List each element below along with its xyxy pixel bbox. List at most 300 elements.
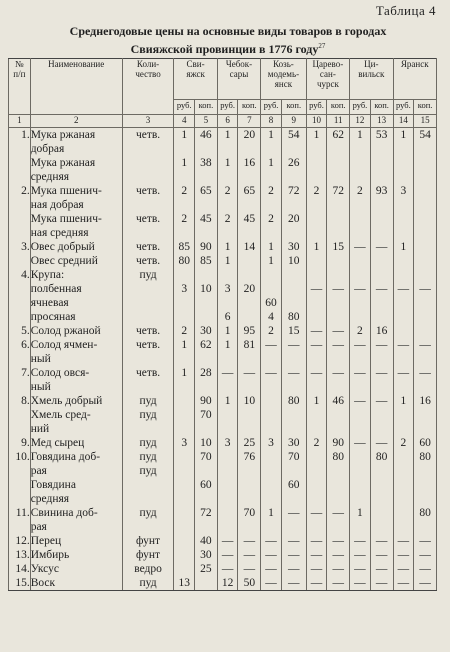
price-value: 70: [243, 507, 256, 519]
price-value: [414, 212, 436, 226]
price-value: 12: [221, 577, 234, 589]
price-value: 1: [400, 395, 407, 407]
price-value: 15: [288, 325, 300, 337]
price-value: —: [375, 535, 388, 547]
price-cell: [217, 366, 238, 394]
row-name-line: рая: [30, 465, 47, 477]
price-value: 1: [268, 241, 274, 253]
column-number: 3: [122, 115, 174, 128]
price-cell: [217, 562, 238, 576]
price-cell: [306, 128, 327, 157]
price-value: 2: [181, 325, 188, 337]
price-value: 2: [268, 213, 274, 225]
price-cell: [327, 506, 350, 534]
price-cell: [393, 156, 414, 184]
price-value: —: [397, 577, 410, 589]
row-name-line: Уксус: [30, 563, 59, 575]
price-value: [195, 296, 217, 310]
header-kop: коп.: [195, 100, 218, 115]
column-number: 12: [350, 115, 371, 128]
row-unit: [122, 548, 174, 562]
price-value: 1: [224, 325, 231, 337]
price-cell: [195, 324, 218, 338]
price-value: [414, 492, 436, 506]
row-unit-line: четв.: [135, 129, 161, 141]
price-cell: [370, 534, 393, 548]
row-name-line: Говядина: [30, 479, 76, 491]
row-unit: [122, 534, 174, 548]
price-cell: [195, 212, 218, 240]
price-value: 13: [178, 577, 190, 589]
price-value: [414, 478, 436, 492]
price-value: [371, 478, 393, 492]
price-cell: [306, 324, 327, 338]
price-value: 1: [268, 255, 274, 267]
price-value: —: [397, 563, 410, 575]
price-value: 10: [243, 395, 256, 407]
row-number: 2.: [9, 184, 31, 212]
price-value: —: [419, 549, 431, 561]
price-value: —: [221, 549, 234, 561]
price-value: 54: [288, 129, 300, 141]
price-value: [238, 296, 260, 310]
price-cell: [327, 156, 350, 184]
price-value: [350, 408, 370, 422]
price-value: 20: [243, 283, 256, 295]
row-name: [30, 394, 122, 436]
price-value: [261, 394, 281, 408]
price-value: 90: [332, 437, 344, 449]
price-cell: [306, 156, 327, 184]
header-kop: коп.: [238, 100, 261, 115]
price-cell: [393, 366, 414, 394]
price-value: [307, 268, 327, 282]
price-value: 80: [178, 255, 190, 267]
table-row: [9, 576, 437, 591]
price-value: [414, 464, 436, 478]
row-unit: [122, 268, 174, 324]
price-value: 16: [243, 157, 256, 169]
price-cell: [281, 548, 306, 562]
price-value: 90: [200, 395, 212, 407]
price-cell: [350, 450, 371, 506]
price-cell: [350, 212, 371, 240]
row-name-line: Имбирь: [30, 549, 70, 561]
price-value: —: [397, 339, 410, 351]
price-cell: [261, 576, 282, 591]
header-rub: руб.: [217, 100, 238, 115]
price-cell: [281, 366, 306, 394]
price-value: —: [310, 367, 323, 379]
row-name-line: Говядина доб-: [30, 451, 101, 463]
row-name-line: добрая: [30, 143, 65, 155]
price-value: —: [288, 577, 300, 589]
price-value: 80: [332, 451, 344, 463]
price-value: [195, 492, 217, 506]
price-value: [327, 408, 349, 422]
price-cell: [306, 576, 327, 591]
price-value: 15: [332, 241, 344, 253]
price-value: 2: [181, 185, 188, 197]
header-quantity-line: Коли-: [136, 59, 160, 69]
price-cell: [261, 184, 282, 212]
header-rub: руб.: [174, 100, 195, 115]
header-quantity-line: чество: [135, 69, 161, 79]
header-city-line: Чебок-: [225, 59, 253, 69]
price-value: —: [310, 535, 323, 547]
price-cell: [370, 450, 393, 506]
row-name-line: Хмель добрый: [30, 395, 103, 407]
price-value: 70: [200, 409, 212, 421]
price-value: —: [397, 283, 410, 295]
price-value: —: [332, 339, 344, 351]
price-cell: [217, 156, 238, 184]
price-value: —: [375, 241, 388, 253]
price-cell: [414, 548, 437, 562]
price-cell: [281, 184, 306, 212]
price-value: [195, 576, 217, 590]
row-name-line: Мука пшенич-: [30, 213, 102, 225]
price-value: [414, 184, 436, 198]
row-number: 4.: [9, 268, 31, 324]
column-number: 5: [195, 115, 218, 128]
row-name-line: ная добрая: [30, 199, 84, 211]
price-value: —: [221, 535, 234, 547]
table-label: Таблица 4: [375, 3, 436, 18]
table-row: [9, 534, 437, 548]
price-value: [174, 408, 194, 422]
price-cell: [393, 394, 414, 436]
price-cell: [350, 324, 371, 338]
price-value: [394, 478, 414, 492]
price-cell: [306, 534, 327, 548]
row-unit: [122, 240, 174, 268]
price-cell: [281, 436, 306, 450]
price-value: [371, 310, 393, 324]
price-cell: [281, 576, 306, 591]
price-cell: [195, 184, 218, 212]
price-value: —: [288, 339, 300, 351]
price-cell: [370, 436, 393, 450]
column-numbers-row: [9, 115, 437, 128]
price-value: [394, 408, 414, 422]
price-cell: [350, 534, 371, 548]
price-cell: [370, 394, 393, 436]
header-city: [306, 59, 349, 100]
price-cell: [370, 506, 393, 534]
price-value: [218, 408, 238, 422]
price-cell: [217, 324, 238, 338]
price-value: [218, 478, 238, 492]
price-cell: [174, 548, 195, 562]
price-cell: [414, 450, 437, 506]
table-row: [9, 324, 437, 338]
price-value: [327, 464, 349, 478]
price-value: —: [397, 549, 410, 561]
price-cell: [370, 324, 393, 338]
row-unit: [122, 450, 174, 506]
price-cell: [327, 366, 350, 394]
price-value: [350, 310, 370, 324]
price-cell: [217, 548, 238, 562]
row-name: [30, 534, 122, 548]
header-kop: коп.: [414, 100, 437, 115]
price-value: [261, 464, 281, 478]
price-value: [350, 492, 370, 506]
price-value: —: [310, 283, 323, 295]
price-cell: [174, 506, 195, 534]
price-cell: [350, 240, 371, 268]
row-unit: [122, 506, 174, 534]
price-value: —: [375, 283, 388, 295]
price-cell: [393, 184, 414, 212]
price-value: 76: [243, 451, 256, 463]
price-value: 2: [357, 325, 363, 337]
price-cell: [261, 436, 282, 450]
price-value: 1: [313, 241, 320, 253]
price-cell: [238, 338, 261, 366]
price-cell: [393, 338, 414, 366]
price-value: 1: [268, 129, 274, 141]
price-cell: [414, 366, 437, 394]
price-cell: [195, 156, 218, 184]
price-value: 3: [400, 185, 407, 197]
price-cell: [174, 450, 195, 506]
price-cell: [327, 534, 350, 548]
row-name: [30, 212, 122, 240]
price-cell: [281, 534, 306, 548]
price-value: [371, 296, 393, 310]
row-unit: [122, 156, 174, 184]
price-cell: [217, 338, 238, 366]
price-value: 80: [419, 507, 431, 519]
row-unit-line: пуд: [139, 395, 157, 407]
price-value: [307, 156, 327, 170]
price-value: [174, 562, 194, 576]
header-number: [9, 59, 31, 115]
price-value: 3: [268, 437, 274, 449]
price-value: —: [288, 549, 300, 561]
price-value: 1: [268, 157, 274, 169]
header-city: [261, 59, 306, 100]
row-name: [30, 324, 122, 338]
row-number: 12.: [9, 534, 31, 548]
price-cell: [306, 240, 327, 268]
price-cell: [370, 548, 393, 562]
price-value: —: [265, 577, 277, 589]
price-cell: [174, 156, 195, 184]
price-value: 1: [357, 507, 363, 519]
price-cell: [306, 366, 327, 394]
price-value: 54: [419, 129, 431, 141]
price-value: 2: [224, 213, 231, 225]
header-city-line: янск: [274, 79, 293, 89]
row-name: [30, 156, 122, 184]
price-cell: [393, 212, 414, 240]
price-cell: [414, 436, 437, 450]
price-value: [350, 156, 370, 170]
price-value: —: [288, 535, 300, 547]
price-value: 30: [288, 437, 300, 449]
row-name-line: Мед сырец: [30, 437, 85, 449]
price-value: [238, 408, 260, 422]
price-cell: [350, 548, 371, 562]
price-value: —: [265, 549, 277, 561]
price-cell: [350, 128, 371, 157]
price-cell: [393, 506, 414, 534]
price-cell: [195, 436, 218, 450]
column-number: 14: [393, 115, 414, 128]
price-value: 30: [200, 325, 212, 337]
price-value: —: [354, 549, 366, 561]
row-number: 11.: [9, 506, 31, 534]
price-cell: [370, 338, 393, 366]
row-unit: [122, 184, 174, 212]
price-value: [307, 478, 327, 492]
price-cell: [393, 128, 414, 157]
price-value: [174, 450, 194, 464]
column-number: 2: [30, 115, 122, 128]
price-cell: [414, 576, 437, 591]
header-city-line: сары: [229, 69, 249, 79]
price-value: —: [332, 283, 344, 295]
row-unit-line: пуд: [139, 437, 157, 449]
price-value: —: [375, 339, 388, 351]
price-cell: [306, 338, 327, 366]
price-value: [174, 506, 194, 520]
price-value: 3: [224, 437, 231, 449]
price-value: [371, 254, 393, 268]
row-name-line: Овес добрый: [30, 241, 95, 253]
price-value: [394, 492, 414, 506]
price-cell: [238, 506, 261, 534]
price-value: [394, 450, 414, 464]
price-value: [327, 310, 349, 324]
price-cell: [327, 268, 350, 324]
price-value: [174, 310, 194, 324]
price-cell: [281, 212, 306, 240]
price-cell: [327, 184, 350, 212]
price-cell: [174, 394, 195, 436]
price-cell: [238, 534, 261, 548]
price-value: 10: [200, 437, 212, 449]
row-name-line: Воск: [30, 577, 56, 589]
price-cell: [238, 324, 261, 338]
row-name: [30, 128, 122, 157]
table-row: [9, 268, 437, 324]
row-number: 7.: [9, 366, 31, 394]
column-number: 15: [414, 115, 437, 128]
price-cell: [195, 394, 218, 436]
price-value: [414, 296, 436, 310]
row-unit: [122, 128, 174, 157]
price-value: —: [310, 563, 323, 575]
price-value: [218, 268, 238, 282]
header-name: Наименование: [30, 59, 122, 115]
price-value: 1: [224, 129, 231, 141]
price-value: [174, 296, 194, 310]
price-value: 16: [419, 395, 431, 407]
price-cell: [370, 156, 393, 184]
table-row: [9, 394, 437, 436]
price-value: 53: [375, 129, 388, 141]
price-value: —: [354, 437, 366, 449]
price-value: 1: [400, 129, 407, 141]
price-cell: [217, 268, 238, 324]
price-value: —: [354, 339, 366, 351]
price-cell: [350, 394, 371, 436]
price-value: 2: [357, 185, 363, 197]
row-unit: [122, 576, 174, 591]
price-value: [371, 156, 393, 170]
price-value: —: [375, 563, 388, 575]
price-cell: [281, 562, 306, 576]
row-name-line: Овес средний: [30, 255, 98, 267]
price-cell: [306, 562, 327, 576]
price-cell: [414, 394, 437, 436]
price-cell: [195, 534, 218, 548]
price-value: —: [265, 339, 277, 351]
price-cell: [327, 562, 350, 576]
price-value: —: [354, 395, 366, 407]
price-cell: [195, 506, 218, 534]
price-value: 3: [224, 283, 231, 295]
price-value: [195, 464, 217, 478]
price-cell: [414, 534, 437, 548]
header-city-line: яжск: [186, 69, 205, 79]
price-cell: [414, 184, 437, 212]
price-cell: [350, 184, 371, 212]
row-name: [30, 576, 122, 591]
price-cell: [306, 450, 327, 506]
price-cell: [217, 506, 238, 534]
table-row: [9, 506, 437, 534]
row-name-line: ний: [30, 423, 50, 435]
price-cell: [327, 240, 350, 268]
price-cell: [281, 268, 306, 324]
price-value: 85: [200, 255, 212, 267]
price-value: [350, 478, 370, 492]
price-value: [238, 492, 260, 506]
header-city-line: вильск: [358, 69, 385, 79]
price-value: 2: [400, 437, 407, 449]
table-row: [9, 128, 437, 157]
price-value: [282, 464, 306, 478]
price-cell: [238, 450, 261, 506]
price-cell: [261, 534, 282, 548]
price-value: 70: [200, 451, 212, 463]
price-value: —: [332, 535, 344, 547]
price-value: [350, 212, 370, 226]
price-value: [261, 478, 281, 492]
row-name: [30, 366, 122, 394]
price-value: [350, 464, 370, 478]
price-value: [307, 464, 327, 478]
price-cell: [306, 436, 327, 450]
price-value: 80: [419, 451, 431, 463]
header-rub: руб.: [393, 100, 414, 115]
price-value: [394, 310, 414, 324]
row-name-line: Мука ржаная: [30, 129, 96, 141]
price-cell: [217, 240, 238, 268]
price-cell: [393, 240, 414, 268]
header-quantity: [122, 59, 174, 115]
price-value: [174, 492, 194, 506]
price-value: [238, 254, 260, 268]
price-value: 3: [181, 283, 188, 295]
price-cell: [393, 324, 414, 338]
price-value: 2: [181, 213, 188, 225]
